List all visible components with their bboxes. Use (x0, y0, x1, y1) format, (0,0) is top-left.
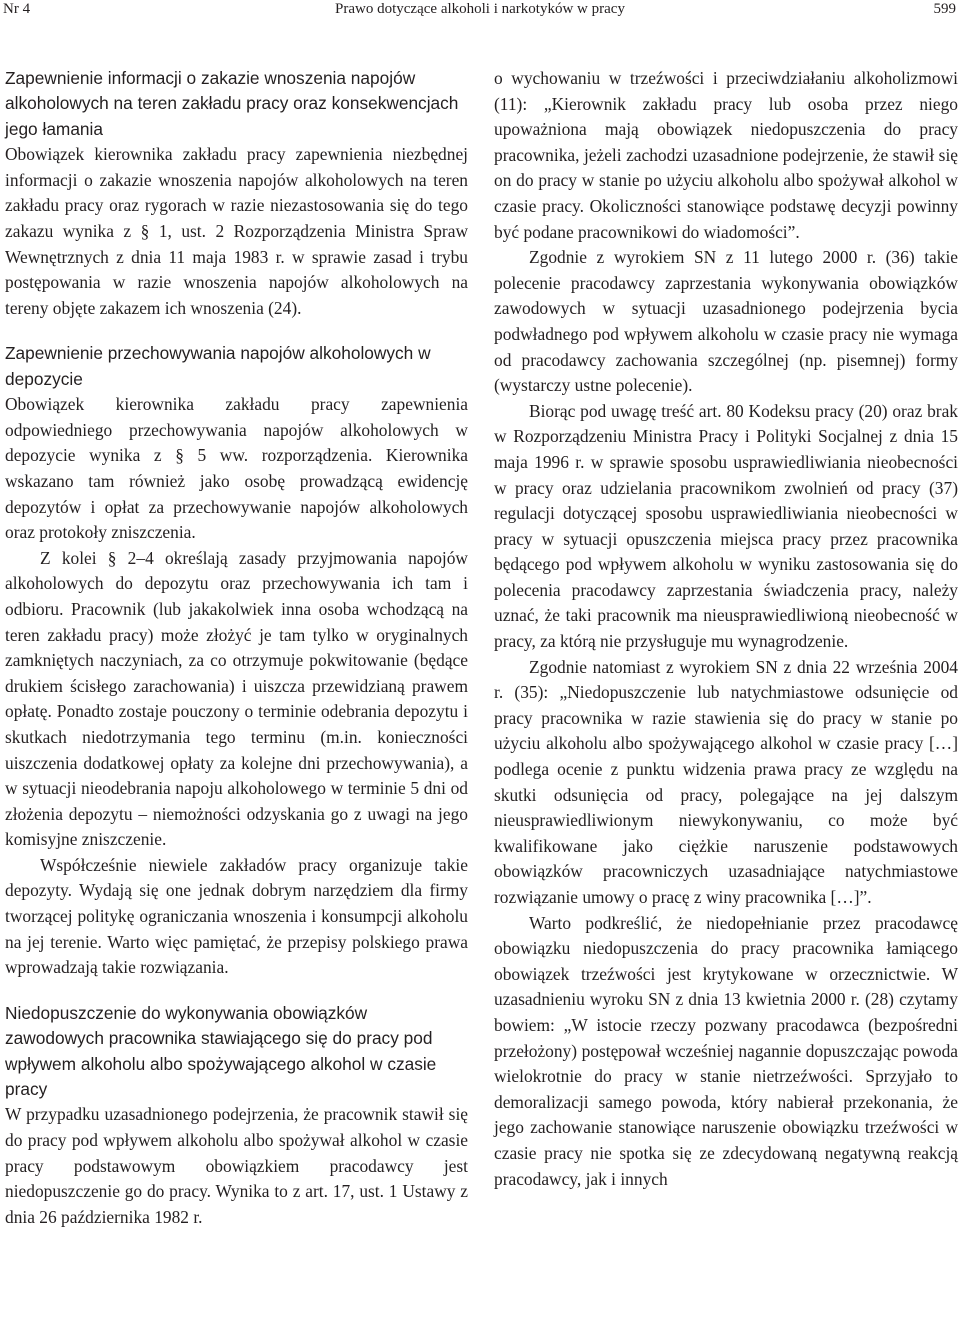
paragraph: Obowiązek kierownika zakładu pracy zapewnienia niezbędnej informacji o zakazie wnoszenia napojów alkoholowych na teren zakładu pracy oraz rygorach w razie niezastosowania się do tego zakazu wynika z § 1, ust. 2 Rozporządzenia Ministra Spraw Wewnętrznych z dnia 11 maja 1983 r. w sprawie zasad i trybu postępowania w razie wnoszenia napojów alkoholowych na tereny objęte zakazem ich wnoszenia (24). (5, 144, 468, 318)
issue-number: Nr 4 (3, 1, 31, 17)
section-heading: Niedopuszczenie do wykonywania obowiązków zawodowych pracownika stawiającego się do pracy pod wpływem alkoholu albo spożywającego alkohol w czasie pracy (5, 1002, 437, 1100)
paragraph: Obowiązek kierownika zakładu pracy zapewnienia odpowiedniego przechowywania napojów alkoholowych w depozycie wynika z § 5 ww. rozporządzenia. Kierownika wskazano tam również jako osobę prowadzącą ewidencję depozytów i opłat za przechowywanie napojów alkoholowych oraz protokoły zniszczenia. (5, 394, 468, 543)
journal-title: Prawo dotyczące alkoholi i narkotyków w pracy (335, 1, 625, 17)
page-number: 599 (933, 1, 956, 17)
paragraph: W przypadku uzasadnionego podejrzenia, że pracownik stawił się do pracy pod wpływem alkoholu albo spożywał alkohol w czasie pracy podstawowym obowiązkiem pracodawcy jest niedopuszczenie go do pracy. Wynika to z art. 17, ust. 1 Ustawy z dnia 26 października 1982 r. (5, 1104, 468, 1227)
paragraph: Zgodnie z wyrokiem SN z 11 lutego 2000 r. (36) takie polecenie pracodawcy zaprzestania wykonywania obowiązków zawodowych w sytuacji uzasadnionego podejrzenia bycia podwładnego pod wpływem alkoholu w czasie pracy nie wymaga od pracodawcy zachowania szczególnej (np. pisemnej) formy (wystarczy ustne polecenie). (494, 247, 958, 396)
paragraph: Z kolei § 2–4 określają zasady przyjmowania napojów alkoholowych do depozytu oraz przechowywania ich tam i odbioru. Pracownik (lub jakakolwiek inna osoba wchodzącą na teren zakładu pracy) może złożyć je tam tylko w oryginalnych zamkniętych naczyniach, za co otrzymuje pokwitowanie (będące drukiem ścisłego zarachowania) i uiszcza przewidzianą prawem opłatę. Ponadto zostaje pouczony o terminie odebrania depozytu i skutkach niedotrzymania tego terminu (m.in. konieczności uiszczenia dodatkowej opłaty za kolejne dni przechowywania), a w sytuacji nieodebrania napoju alkoholowego w terminie 5 dni od złożenia depozytu – niemożności odzyskania go z uwagi na jego komisyjne zniszczenie. (5, 547, 468, 850)
section-heading: Zapewnienie przechowywania napojów alkoholowych w depozycie (5, 343, 431, 389)
paragraph: Zgodnie natomiast z wyrokiem SN z dnia 22 września 2004 r. (35): „Niedopuszczenie lub natychmiastowe odsunięcie od pracy pracownika w razie stawienia się do pracy w stanie po użyciu alkoholu albo spożywającego alkohol w czasie pracy […] podlega ocenie z punktu widzenia prawa pracy ze względu na skutki odsunięcia od pracy, polegające na jej dalszym nieusprawiedliwionym niewykonywaniu, co może być kwalifikowane jako ciężkie naruszenie podstawowych obowiązków pracowniczych uzasadniające natychmiastowe rozwiązanie umowy o pracę z winy pracownika […]”. (494, 656, 958, 907)
paragraph-continued: o wychowaniu w trzeźwości i przeciwdziałaniu alkoholizmowi (11): „Kierownik zakładu pracy lub osoba przez niego upoważniona mają obowiązek niedopuszczenia do pracy pracownika, jeżeli zachodzi uzasadnione podejrzenie, że stawił się on do pracy w stanie po użyciu alkoholu albo spożywał alkohol w czasie pracy. Okoliczności stanowiące podstawę decyzji powinny być podane pracownikowi do wiadomości”. (494, 68, 958, 242)
paragraph: Warto podkreślić, że niedopełnianie przez pracodawcę obowiązku niedopuszczenia do pracy pracownika łamiącego obowiązek trzeźwości jest krytykowane w orzecznictwie. W uzasadnieniu wyroku SN z dnia 13 kwietnia 2000 r. (28) czytamy bowiem: „W istocie rzeczy pozwany pracodawca (bezpośredni przełożony) postępował wcześniej nagannie dopuszczając powoda wielokrotnie do pracy w stanie nietrzeźwości. Sprzyjało to demoralizacji samego powoda, który nabierał przekonania, że jego zachowanie stanowiące naruszenie obowiązku trzeźwości w czasie pracy nie spotka się ze zdecydowaną negatywną reakcją pracodawcy, jak i innych (494, 912, 958, 1189)
paragraph: Współcześnie niewiele zakładów pracy organizuje takie depozyty. Wydają się one jednak dobrym narzędziem dla firmy tworzącej politykę ograniczania wnoszenia i konsumpcji alkoholu na jej terenie. Warto więc pamiętać, że przepisy polskiego prawa wprowadzają takie rozwiązania. (5, 854, 468, 978)
paragraph: Biorąc pod uwagę treść art. 80 Kodeksu pracy (20) oraz brak w Rozporządzeniu Ministra Pracy i Polityki Socjalnej z dnia 15 maja 1996 r. w sprawie sposobu usprawiedliwiania nieobecności w pracy oraz udzielania pracownikom zwolnień od pracy (37) regulacji dotyczącej sposobu usprawiedliwiania nieobecności w pracy w sytuacji opuszczenia miejsca pracy przez pracownika będącego pod wpływem alkoholu w wyniku zastosowania się do polecenia pracodawcy zaprzestania świadczenia pracy, należy uznać, że taki pracownik ma nieusprawiedliwioną nieobecność w pracy, za którą nie przysługuje mu wynagrodzenie. (494, 400, 958, 652)
left-column (5, 66, 468, 1230)
right-column (494, 66, 958, 1192)
running-head (0, 0, 960, 22)
section-heading: Zapewnienie informacji o zakazie wnoszenia napojów alkoholowych na teren zakładu pracy oraz konsekwencjach jego łamania (5, 68, 459, 139)
